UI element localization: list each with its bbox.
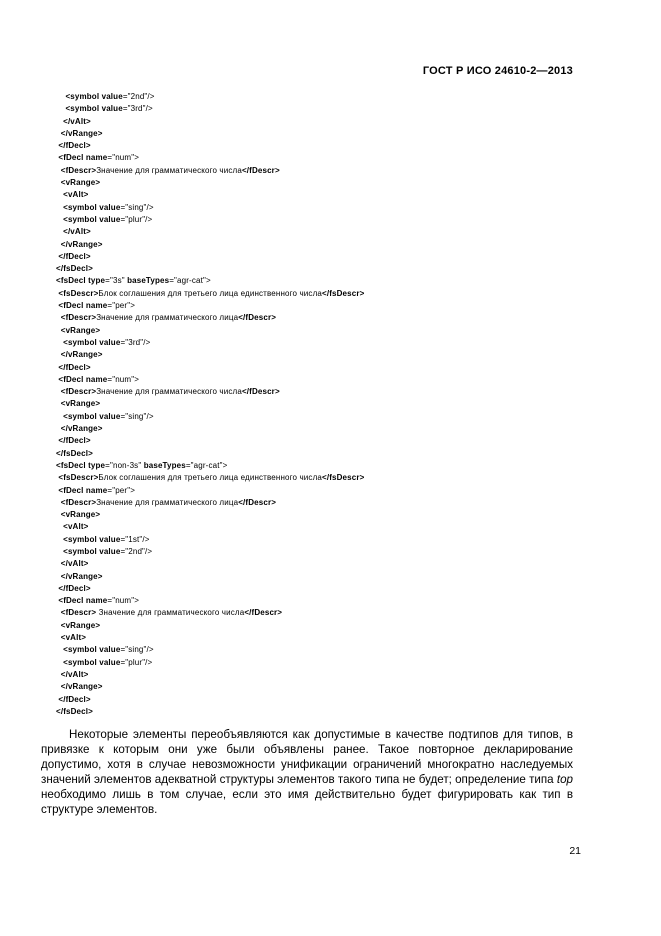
code-line: <fsDescr>Блок соглашения для третьего лица единственного числа</fsDescr> — [56, 473, 365, 483]
code-line: <fsDescr>Блок соглашения для третьего лица единственного числа</fsDescr> — [56, 288, 365, 298]
code-line: <fsDecl type="non-3s" baseTypes="agr-cat"> — [56, 460, 228, 470]
code-line: <fDecl name="num"> — [56, 596, 140, 606]
code-line: </fsDecl> — [56, 448, 93, 458]
code-line: <symbol value="sing"/> — [56, 411, 154, 421]
code-line: <symbol value="2nd"/> — [56, 546, 153, 556]
code-line: <vAlt> — [56, 633, 87, 643]
code-line: <symbol value="sing"/> — [56, 202, 154, 212]
xml-code-listing — [56, 91, 364, 718]
code-line: </fDecl> — [56, 583, 91, 593]
code-line: </vAlt> — [56, 116, 91, 126]
paragraph-text: необходимо лишь в том случае, если это имя действительно будет фигурировать как тип в структуре элементов. — [41, 788, 573, 816]
running-header — [41, 65, 573, 77]
code-line: <vAlt> — [56, 522, 89, 532]
code-line: <fDecl name="per"> — [56, 301, 136, 311]
code-line: <fDescr>Значение для грамматического лица</fDescr> — [56, 313, 277, 323]
code-line: </vAlt> — [56, 669, 89, 679]
code-line: </vRange> — [56, 128, 103, 138]
code-line: </vRange> — [56, 682, 103, 692]
code-line: <vRange> — [56, 620, 101, 630]
code-line: <fDecl name="num"> — [56, 153, 140, 163]
code-line: <fDescr>Значение для грамматического лица</fDescr> — [56, 497, 277, 507]
code-line: <vAlt> — [56, 190, 89, 200]
code-line: </vRange> — [56, 571, 103, 581]
code-line: <symbol value="plur"/> — [56, 657, 153, 667]
code-line: </vRange> — [56, 239, 103, 249]
code-line: <symbol value="sing"/> — [56, 645, 154, 655]
body-paragraph — [41, 727, 573, 817]
code-line: <fsDecl type="3s" baseTypes="agr-cat"> — [56, 276, 211, 286]
code-line: </fsDecl> — [56, 706, 93, 716]
code-line: <symbol value="3rd"/> — [56, 337, 151, 347]
code-line: </vRange> — [56, 350, 103, 360]
paragraph-text: Некоторые элементы переобъявляются как допустимые в качестве подтипов для типов, в привязке к которым они уже были объявлены ранее. Такое повторное декларирование допустимо, хотя в случае невозможности унификации ограничений многократно наследуемых значений элементов адекватной структуры элементов такого типа не будет; определение типа — [41, 728, 573, 786]
code-line: <symbol value="1st"/> — [56, 534, 150, 544]
code-line: </fsDecl> — [56, 264, 93, 274]
code-line: <fDescr>Значение для грамматического числа</fDescr> — [56, 387, 280, 397]
code-line: <symbol value="3rd"/> — [56, 104, 153, 114]
code-line: </fDecl> — [56, 436, 91, 446]
code-line: <vRange> — [56, 178, 101, 188]
code-line: <fDecl name="per"> — [56, 485, 136, 495]
code-line: </fDecl> — [56, 141, 91, 151]
code-line: <fDescr>Значение для грамматического числа</fDescr> — [56, 165, 280, 175]
code-line: </vRange> — [56, 424, 103, 434]
doc-code: ГОСТ Р ИСО 24610-2—2013 — [422, 65, 573, 77]
code-line: <vRange> — [56, 325, 101, 335]
code-line: <vRange> — [56, 510, 101, 520]
code-line: <symbol value="2nd"/> — [56, 92, 155, 101]
code-line: </vAlt> — [56, 559, 89, 569]
code-line: </fDecl> — [56, 362, 91, 372]
page-number: 21 — [569, 845, 581, 857]
code-line: <vRange> — [56, 399, 101, 409]
code-line: <fDecl name="num"> — [56, 374, 140, 384]
code-line: <fDescr> Значение для грамматического числа</fDescr> — [56, 608, 283, 618]
code-line: </fDecl> — [56, 694, 91, 704]
code-line: </vAlt> — [56, 227, 91, 237]
code-line: </fDecl> — [56, 251, 91, 261]
code-line: <symbol value="plur"/> — [56, 214, 153, 224]
italic-term: top — [556, 773, 573, 786]
